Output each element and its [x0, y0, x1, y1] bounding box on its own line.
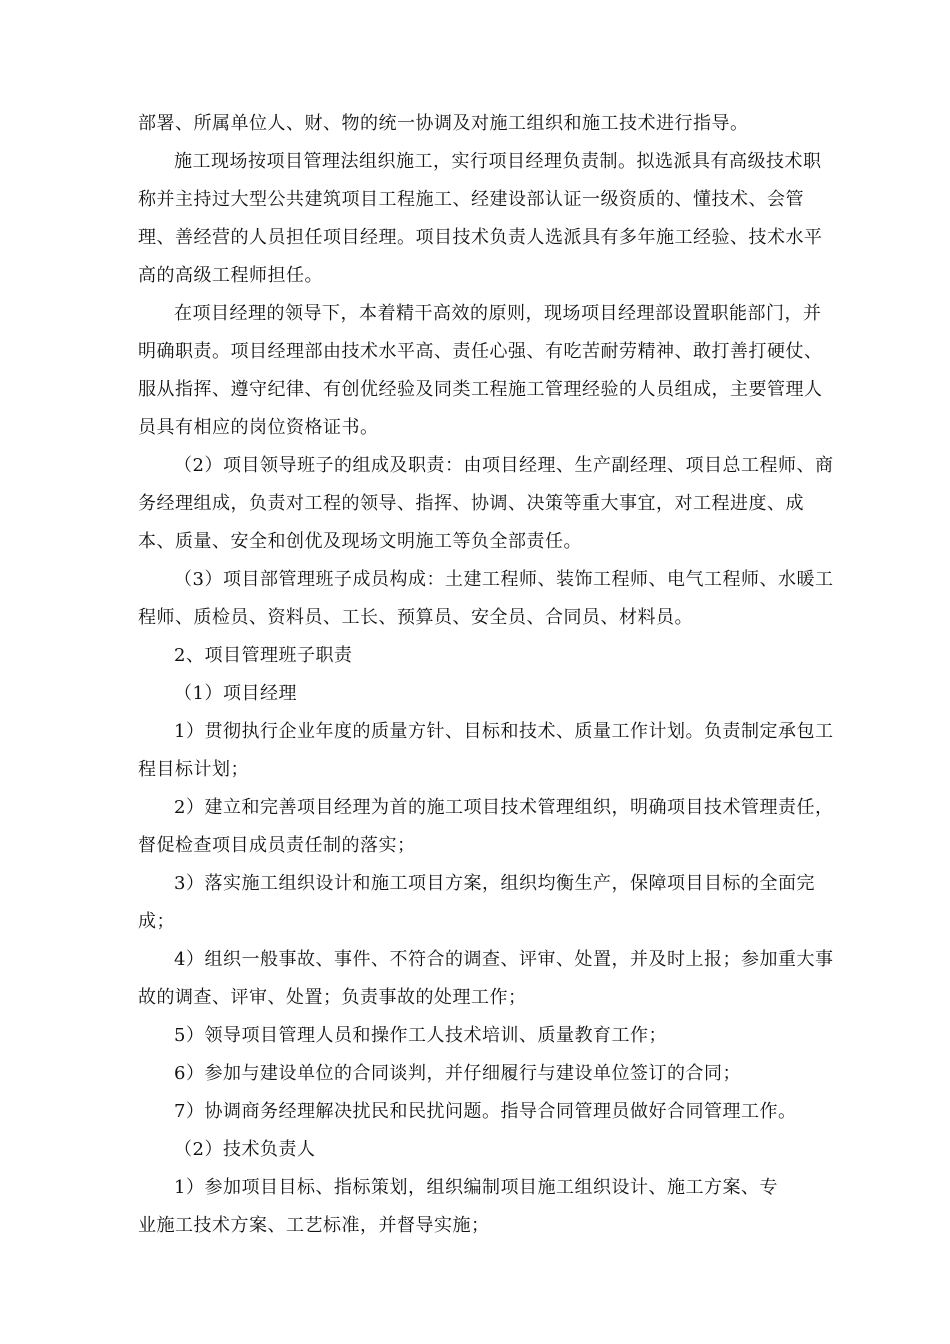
text-line: 员具有相应的岗位资格证书。	[138, 417, 379, 438]
subsection-heading: （2）技术负责人	[174, 1139, 316, 1160]
text-line: 2）建立和完善项目经理为首的施工项目技术管理组织，明确项目技术管理责任，	[174, 797, 834, 818]
text-line: 程目标计划；	[138, 759, 249, 780]
text-line: 施工现场按项目管理法组织施工，实行项目经理负责制。拟选派具有高级技术职	[174, 151, 822, 172]
text-line: 务经理组成，负责对工程的领导、指挥、协调、决策等重大事宜，对工程进度、成	[138, 493, 804, 514]
text-line: 在项目经理的领导下，本着精干高效的原则，现场项目经理部设置职能部门，并	[174, 303, 822, 324]
text-line: 高的高级工程师担任。	[138, 265, 323, 286]
text-line: 业施工技术方案、工艺标准，并督导实施；	[138, 1215, 490, 1236]
text-line: 督促检查项目成员责任制的落实；	[138, 835, 416, 856]
text-line: 成；	[138, 911, 175, 932]
text-line: 程师、质检员、资料员、工长、预算员、安全员、合同员、材料员。	[138, 607, 693, 628]
text-line: 4）组织一般事故、事件、不符合的调查、评审、处置，并及时上报；参加重大事	[174, 949, 834, 970]
text-line: 服从指挥、遵守纪律、有创优经验及同类工程施工管理经验的人员组成，主要管理人	[138, 379, 823, 400]
text-line: 7）协调商务经理解决扰民和民扰问题。指导合同管理员做好合同管理工作。	[174, 1101, 797, 1122]
text-line: 5）领导项目管理人员和操作工人技术培训、质量教育工作；	[174, 1025, 667, 1046]
section-heading: 2、项目管理班子职责	[174, 645, 353, 666]
text-line: 6）参加与建设单位的合同谈判，并仔细履行与建设单位签订的合同；	[174, 1063, 741, 1084]
subsection-heading: （1）项目经理	[174, 683, 297, 704]
text-line: 故的调查、评审、处置；负责事故的处理工作；	[138, 987, 527, 1008]
text-line: 明确职责。项目经理部由技术水平高、责任心强、有吃苦耐劳精神、敢打善打硬仗、	[138, 341, 823, 362]
text-line: 1）参加项目目标、指标策划，组织编制项目施工组织设计、施工方案、专	[174, 1177, 778, 1198]
text-line: 部署、所属单位人、财、物的统一协调及对施工组织和施工技术进行指导。	[138, 113, 749, 134]
text-line: 理、善经营的人员担任项目经理。项目技术负责人选派具有多年施工经验、技术水平	[138, 227, 823, 248]
text-line: 3）落实施工组织设计和施工项目方案，组织均衡生产，保障项目目标的全面完	[174, 873, 815, 894]
text-line: 本、质量、安全和创优及现场文明施工等负全部责任。	[138, 531, 582, 552]
text-line: （2）项目领导班子的组成及职责：由项目经理、生产副经理、项目总工程师、商	[174, 455, 834, 476]
text-line: 1）贯彻执行企业年度的质量方针、目标和技术、质量工作计划。负责制定承包工	[174, 721, 834, 742]
text-line: 称并主持过大型公共建筑项目工程施工、经建设部认证一级资质的、懂技术、会管	[138, 189, 804, 210]
text-line: （3）项目部管理班子成员构成：土建工程师、装饰工程师、电气工程师、水暖工	[174, 569, 834, 590]
